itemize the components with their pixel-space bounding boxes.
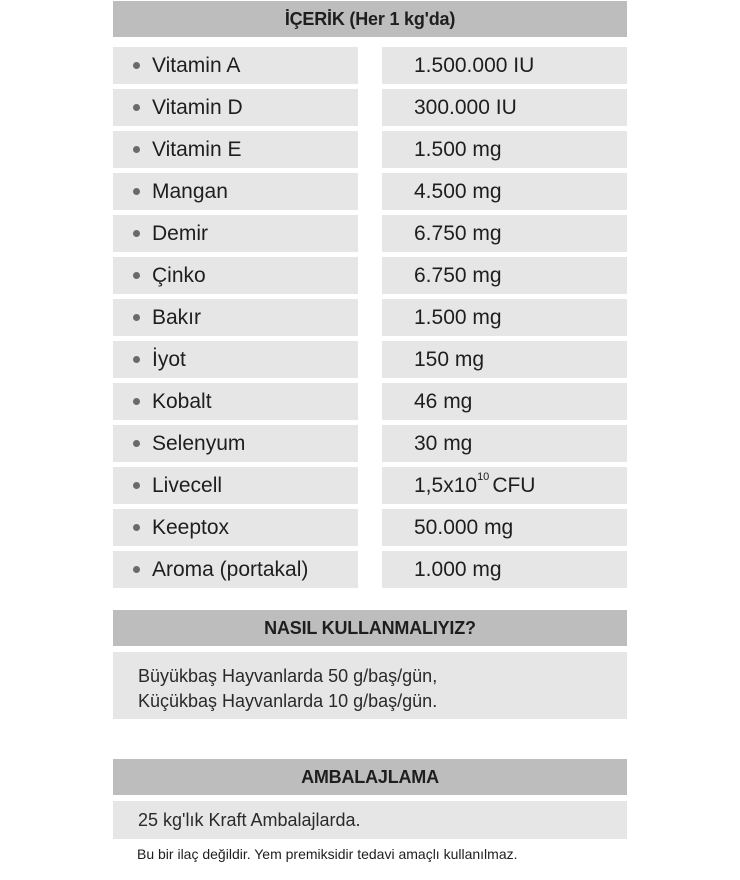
ingredient-value: 1.500.000 IU — [414, 53, 535, 77]
ingredient-value-cell — [382, 467, 627, 504]
ingredients-panel — [113, 1, 627, 593]
ingredient-value-cell — [382, 173, 627, 210]
usage-title: NASIL KULLANMALIYIZ? — [113, 610, 627, 646]
bullet-icon — [133, 482, 140, 489]
usage-panel — [113, 610, 627, 719]
bullet-icon — [133, 230, 140, 237]
packaging-title: AMBALAJLAMA — [113, 759, 627, 795]
ingredient-value-cell — [382, 425, 627, 462]
table-row — [113, 299, 627, 336]
ingredient-value-cell — [382, 551, 627, 588]
ingredient-name: Vitamin A — [152, 53, 241, 77]
table-row — [113, 47, 627, 84]
ingredients-title: İÇERİK (Her 1 kg'da) — [113, 1, 627, 37]
ingredient-name-cell — [113, 131, 358, 168]
ingredient-name-cell — [113, 299, 358, 336]
ingredient-name-cell — [113, 383, 358, 420]
ingredient-value: 1.000 mg — [414, 557, 502, 581]
bullet-icon — [133, 566, 140, 573]
table-row — [113, 551, 627, 588]
ingredient-value: 50.000 mg — [414, 515, 514, 539]
ingredient-value: 150 mg — [414, 347, 485, 371]
table-row — [113, 89, 627, 126]
table-row — [113, 215, 627, 252]
ingredient-name-cell — [113, 47, 358, 84]
packaging-panel — [113, 759, 627, 839]
ingredient-name: Demir — [152, 221, 208, 245]
table-row — [113, 131, 627, 168]
bullet-icon — [133, 188, 140, 195]
ingredient-value: 300.000 IU — [414, 95, 517, 119]
ingredient-value-cell — [382, 89, 627, 126]
ingredient-name: Livecell — [152, 473, 223, 497]
bullet-icon — [133, 62, 140, 69]
bullet-icon — [133, 272, 140, 279]
bullet-icon — [133, 314, 140, 321]
ingredient-value-cell — [382, 299, 627, 336]
ingredient-name: Çinko — [152, 263, 206, 287]
ingredient-value: 4.500 mg — [414, 179, 502, 203]
usage-line-large-animals: Büyükbaş Hayvanlarda 50 g/baş/gün, — [138, 666, 438, 686]
ingredient-name-cell — [113, 257, 358, 294]
ingredient-name: İyot — [152, 347, 186, 371]
ingredient-name: Aroma (portakal) — [152, 557, 309, 581]
ingredient-name: Vitamin D — [152, 95, 243, 119]
ingredient-name: Bakır — [152, 305, 202, 329]
bullet-icon — [133, 398, 140, 405]
ingredient-value: 46 mg — [414, 389, 473, 413]
bullet-icon — [133, 524, 140, 531]
ingredient-value: 1.500 mg — [414, 137, 502, 161]
ingredient-value-cell — [382, 257, 627, 294]
table-row — [113, 467, 627, 504]
packaging-text: 25 kg'lık Kraft Ambalajlarda. — [113, 801, 627, 839]
ingredient-name-cell — [113, 467, 358, 504]
ingredient-name-cell — [113, 173, 358, 210]
table-row — [113, 341, 627, 378]
usage-text — [113, 652, 627, 719]
ingredient-name-cell — [113, 341, 358, 378]
table-row — [113, 383, 627, 420]
ingredient-value-cell — [382, 509, 627, 546]
ingredient-value: 30 mg — [414, 431, 473, 455]
ingredient-value: 1.500 mg — [414, 305, 502, 329]
ingredient-name-cell — [113, 215, 358, 252]
ingredient-name-cell — [113, 551, 358, 588]
ingredients-table — [113, 47, 627, 588]
ingredient-value-cell — [382, 341, 627, 378]
ingredient-value-cell — [382, 131, 627, 168]
bullet-icon — [133, 440, 140, 447]
ingredient-name: Vitamin E — [152, 137, 242, 161]
bullet-icon — [133, 356, 140, 363]
table-row — [113, 509, 627, 546]
ingredient-name-cell — [113, 425, 358, 462]
ingredient-value: 6.750 mg — [414, 221, 502, 245]
ingredient-name: Selenyum — [152, 431, 246, 455]
bullet-icon — [133, 146, 140, 153]
ingredient-value-cell — [382, 47, 627, 84]
ingredient-name: Mangan — [152, 179, 228, 203]
disclaimer-footnote: Bu bir ilaç değildir. Yem premiksidir tedavi amaçlı kullanılmaz. — [137, 846, 518, 862]
ingredient-value-exponent: 10 — [477, 470, 490, 483]
table-row — [113, 257, 627, 294]
table-row — [113, 425, 627, 462]
ingredient-value: 1,5x10 — [414, 473, 478, 497]
ingredient-value-cell — [382, 383, 627, 420]
ingredient-value-cell — [382, 215, 627, 252]
table-row — [113, 173, 627, 210]
ingredient-name: Keeptox — [152, 515, 230, 539]
ingredient-name-cell — [113, 509, 358, 546]
ingredient-value-unit: CFU — [492, 473, 536, 497]
ingredient-value: 6.750 mg — [414, 263, 502, 287]
usage-line-small-animals: Küçükbaş Hayvanlarda 10 g/baş/gün. — [138, 691, 438, 711]
bullet-icon — [133, 104, 140, 111]
ingredient-name-cell — [113, 89, 358, 126]
ingredient-name: Kobalt — [152, 389, 212, 413]
